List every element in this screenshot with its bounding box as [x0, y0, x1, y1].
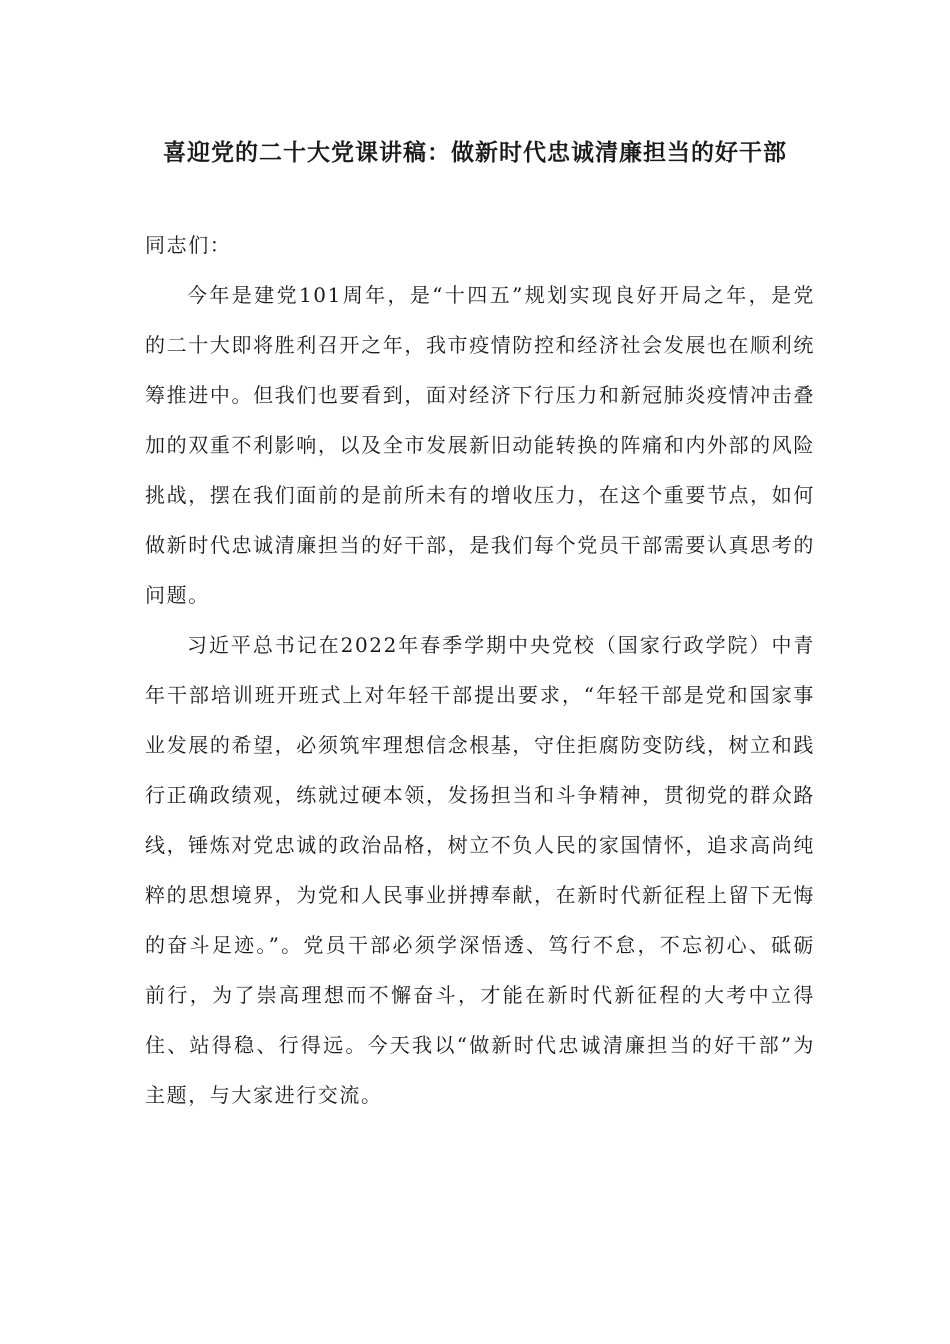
document-title: 喜迎党的二十大党课讲稿：做新时代忠诚清廉担当的好干部	[163, 140, 787, 166]
paragraph-2: 习近平总书记在2022年春季学期中央党校（国家行政学院）中青年干部培训班开班式上对年轻干部提出要求，“年轻干部是党和国家事业发展的希望，必须筑牢理想信念根基，守住拒腐防变防线，树立和践行正确政绩观，练就过硬本领，发扬担当和斗争精神，贯彻党的群众路线，锤炼对党忠诚的政治品格，树立不负人民的家国情怀，追求高尚纯粹的思想境界，为党和人民事业拼搏奉献，在新时代新征程上留下无悔的奋斗足迹。”。党员干部必须学深悟透、笃行不怠，不忘初心、砥砺前行，为了崇高理想而不懈奋斗，才能在新时代新征程的大考中立得住、站得稳、行得远。今天我以“做新时代忠诚清廉担当的好干部”为主题，与大家进行交流。	[145, 633, 815, 1107]
paragraph-1: 今年是建党101周年，是“十四五”规划实现良好开局之年，是党的二十大即将胜利召开之年，我市疫情防控和经济社会发展也在顺利统筹推进中。但我们也要看到，面对经济下行压力和新冠肺炎疫情冲击叠加的双重不利影响，以及全市发展新旧动能转换的阵痛和内外部的风险挑战，摆在我们面前的是前所未有的增收压力，在这个重要节点，如何做新时代忠诚清廉担当的好干部，是我们每个党员干部需要认真思考的问题。	[145, 283, 815, 607]
greeting: 同志们：	[145, 233, 232, 257]
document-body	[145, 220, 815, 1120]
